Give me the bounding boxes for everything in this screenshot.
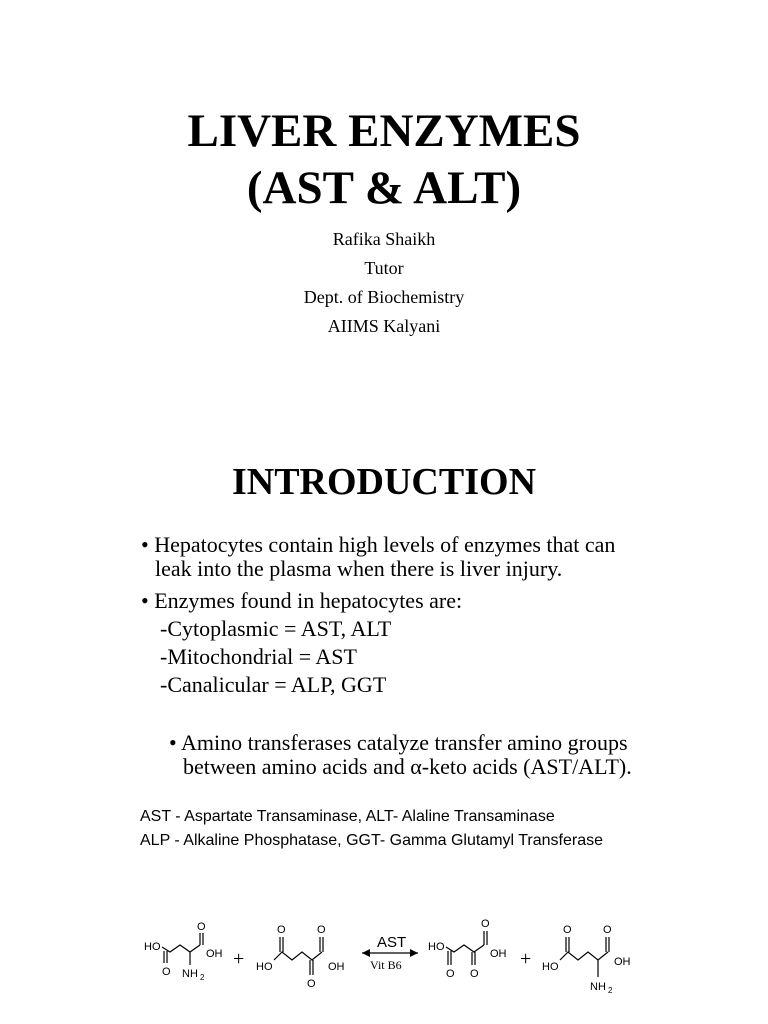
- svg-text:O: O: [317, 924, 326, 936]
- bullet-hepatocytes: [141, 533, 661, 581]
- svg-text:OH: OH: [614, 956, 631, 968]
- cofactor-label: Vit B6: [370, 958, 402, 972]
- svg-text:OH: OH: [328, 961, 345, 973]
- svg-text:O: O: [197, 921, 206, 933]
- svg-text:OH: OH: [206, 948, 223, 960]
- svg-text:O: O: [307, 978, 316, 990]
- bullet-hepatocytes-line-1: • Hepatocytes contain high levels of enzymes that can: [141, 532, 616, 557]
- author-institution: AIIMS Kalyani: [327, 316, 441, 336]
- glutamate-structure: [542, 924, 631, 995]
- aspartate-structure: [144, 921, 223, 982]
- svg-text:2: 2: [200, 973, 205, 982]
- author-role: Tutor: [364, 258, 404, 278]
- svg-text:HO: HO: [428, 941, 445, 953]
- svg-text:O: O: [603, 924, 612, 936]
- abbreviation-ast-alt: AST - Aspartate Transaminase, ALT- Alaline Transaminase: [140, 808, 555, 825]
- enzyme-label: AST: [377, 934, 407, 951]
- title-line-2: (AST & ALT): [246, 162, 522, 214]
- svg-text:OH: OH: [490, 948, 507, 960]
- intro-heading: INTRODUCTION: [231, 461, 537, 503]
- transamination-reaction-diagram: [140, 905, 640, 1015]
- bullet-amino-line-2: between amino acids and α-keto acids (AST/ALT).: [183, 754, 632, 779]
- svg-text:O: O: [446, 968, 455, 980]
- svg-text:O: O: [277, 924, 286, 936]
- svg-text:HO: HO: [256, 961, 273, 973]
- svg-text:HO: HO: [542, 961, 559, 973]
- atom-ho: HO: [144, 941, 161, 953]
- title-line-1: LIVER ENZYMES: [187, 105, 581, 157]
- author-name: Rafika Shaikh: [332, 229, 436, 249]
- bullet-hepatocytes-line-2: leak into the plasma when there is liver injury.: [155, 556, 563, 581]
- plus-sign-2: +: [520, 948, 532, 970]
- alpha-ketoglutarate-structure: [256, 924, 345, 990]
- title-slide: [0, 0, 768, 440]
- bullet-enzymes-found: • Enzymes found in hepatocytes are:: [141, 588, 463, 613]
- bullet-amino-line-1: • Amino transferases catalyze transfer amino groups: [169, 730, 628, 755]
- sub-item-cytoplasmic: -Cytoplasmic = AST, ALT: [160, 616, 392, 641]
- reaction-arrow: [362, 934, 418, 972]
- svg-text:O: O: [481, 918, 490, 930]
- svg-text:2: 2: [608, 986, 613, 995]
- svg-text:O: O: [470, 968, 479, 980]
- sub-item-mitochondrial: -Mitochondrial = AST: [160, 644, 357, 669]
- abbreviation-alp-ggt: ALP - Alkaline Phosphatase, GGT- Gamma Glutamyl Transferase: [140, 832, 604, 849]
- bullet-amino-transferases: [169, 731, 689, 779]
- svg-text:O: O: [563, 924, 572, 936]
- plus-sign: +: [233, 948, 245, 970]
- author-department: Dept. of Biochemistry: [303, 287, 465, 307]
- svg-text:NH: NH: [182, 968, 198, 980]
- sub-item-canalicular: -Canalicular = ALP, GGT: [160, 672, 387, 697]
- oxaloacetate-structure: [428, 918, 507, 980]
- svg-text:NH: NH: [590, 981, 606, 993]
- svg-text:O: O: [162, 966, 171, 978]
